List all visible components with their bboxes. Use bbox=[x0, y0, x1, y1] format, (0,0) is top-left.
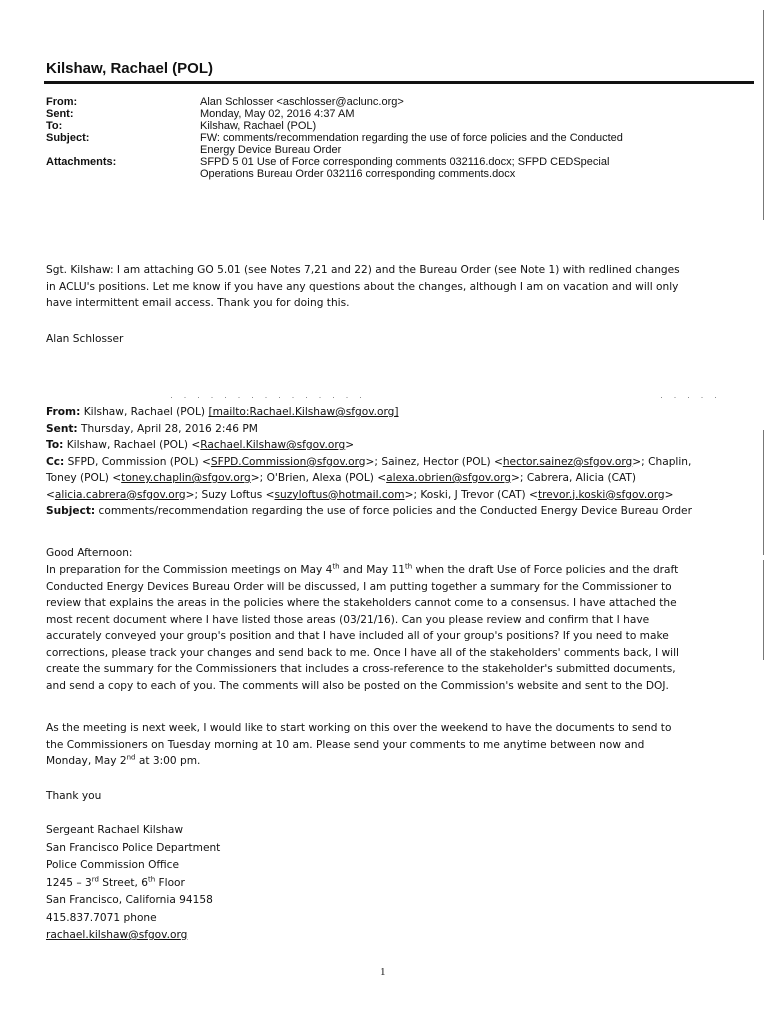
address-text: Street, 6 bbox=[98, 876, 148, 889]
cc-email-link[interactable]: hector.sainez@sfgov.org bbox=[502, 455, 633, 468]
ordinal-suffix: th bbox=[147, 874, 156, 883]
cc-text: >; Chaplin, bbox=[632, 455, 692, 468]
cc-email-link[interactable]: alicia.cabrera@sfgov.org bbox=[54, 488, 186, 501]
email-header bbox=[46, 96, 736, 180]
signature-name: Sergeant Rachael Kilshaw bbox=[46, 824, 184, 836]
cc-text: SFPD, Commission (POL) < bbox=[67, 455, 211, 468]
ordinal-suffix: th bbox=[404, 562, 413, 571]
fwd-cc-row-2 bbox=[46, 470, 726, 487]
cc-email-link[interactable]: toney.chaplin@sfgov.org bbox=[121, 472, 251, 484]
cc-text: >; Sainez, Hector (POL) < bbox=[365, 455, 503, 468]
header-to-row bbox=[46, 120, 736, 132]
paragraph-line: most recent document where I have listed those areas (03/21/16). Can you please review and confirm that I have bbox=[46, 613, 650, 626]
header-subject-value bbox=[200, 132, 736, 156]
header-from-label: From: bbox=[46, 96, 78, 108]
scan-margin-mark bbox=[763, 560, 764, 660]
paragraph-line: create the summary for the Commissioners that includes a cross-reference to the stakeholder's submitted documents, bbox=[46, 663, 676, 675]
ordinal-suffix: th bbox=[332, 562, 340, 571]
signature-address bbox=[46, 875, 726, 893]
paragraph-line: corrections, please track your changes and send back to me. Once I have all of the stakeholders' comments back, I will bbox=[46, 646, 679, 659]
header-subject-label: Subject: bbox=[46, 132, 90, 144]
fwd-to-label: To: bbox=[46, 439, 64, 451]
page-number: 1 bbox=[380, 966, 386, 978]
scan-dots-decoration: · · · · · · · · · · · · · · · bbox=[170, 392, 366, 402]
header-attachments-value[interactable] bbox=[200, 156, 736, 180]
attachment-line2: Operations Bureau Order 032116 corresponding comments.docx bbox=[200, 168, 516, 180]
cc-text: Toney (POL) < bbox=[46, 472, 122, 484]
signature-dept: San Francisco Police Department bbox=[46, 841, 221, 854]
fwd-from-mailto-link[interactable]: [mailto:Rachael.Kilshaw@sfgov.org] bbox=[208, 406, 399, 418]
message2-paragraph1 bbox=[46, 562, 726, 694]
message1-signature: Alan Schlosser bbox=[46, 333, 124, 345]
fwd-to-name: Kilshaw, Rachael (POL) < bbox=[66, 439, 201, 451]
document-title: Kilshaw, Rachael (POL) bbox=[46, 60, 213, 77]
message1-line: have intermittent email access. Thank you for doing this. bbox=[46, 297, 350, 309]
cc-email-link[interactable]: alexa.obrien@sfgov.org bbox=[386, 472, 512, 484]
message1-body bbox=[46, 262, 726, 312]
signature-phone: 415.837.7071 phone bbox=[46, 911, 157, 924]
fwd-from-name: Kilshaw, Rachael (POL) bbox=[83, 406, 206, 418]
paragraph-line bbox=[46, 562, 726, 579]
fwd-cc-row-3 bbox=[46, 487, 726, 504]
paragraph-text: at 3:00 pm. bbox=[135, 755, 201, 767]
header-from-value: Alan Schlosser <aschlosser@aclunc.org> bbox=[200, 96, 404, 108]
message2-thanks: Thank you bbox=[46, 790, 102, 802]
fwd-to-row bbox=[46, 437, 726, 454]
paragraph-text: when the draft Use of Force policies and the draft bbox=[412, 564, 679, 576]
header-to-value: Kilshaw, Rachael (POL) bbox=[200, 120, 317, 132]
message2-greeting: Good Afternoon: bbox=[46, 547, 133, 559]
fwd-subject-row bbox=[46, 503, 726, 520]
message1-line: Sgt. Kilshaw: I am attaching GO 5.01 (see Notes 7,21 and 22) and the Bureau Order (see Note 1) with redlined changes bbox=[46, 264, 680, 276]
cc-text: >; O'Brien, Alexa (POL) < bbox=[250, 472, 387, 484]
ordinal-suffix: nd bbox=[126, 753, 136, 762]
attachment-line1: SFPD 5 01 Use of Force corresponding comments 032116.docx; SFPD CEDSpecial bbox=[200, 156, 610, 168]
fwd-to-end: > bbox=[345, 439, 355, 451]
cc-text: >; Cabrera, Alicia (CAT) bbox=[511, 472, 636, 484]
paragraph-line: Conducted Energy Devices Bureau Order will be discussed, I am putting together a summary for the Commissioner to bbox=[46, 580, 672, 593]
paragraph-text: In preparation for the Commission meetings on May 4 bbox=[46, 564, 333, 576]
fwd-to-email-link[interactable]: Rachael.Kilshaw@sfgov.org bbox=[200, 439, 346, 451]
header-subject-line2: Energy Device Bureau Order bbox=[200, 144, 342, 156]
paragraph-line bbox=[46, 753, 726, 770]
paragraph-text: Monday, May 2 bbox=[46, 755, 127, 767]
cc-email-link[interactable]: SFPD.Commission@sfgov.org bbox=[210, 455, 366, 468]
signature-city: San Francisco, California 94158 bbox=[46, 894, 213, 906]
fwd-cc-row bbox=[46, 454, 726, 471]
scan-dots-decoration: · · · · · bbox=[660, 392, 721, 402]
fwd-subject-label: Subject: bbox=[46, 505, 96, 517]
fwd-subject-value: comments/recommendation regarding the use of force policies and the Conducted Energy Device Bureau Order bbox=[98, 505, 692, 517]
fwd-from-row bbox=[46, 404, 726, 421]
cc-text: > bbox=[664, 488, 674, 501]
cc-text: < bbox=[46, 488, 55, 501]
title-rule bbox=[44, 81, 754, 84]
fwd-sent-row bbox=[46, 421, 726, 438]
signature-email-link[interactable]: rachael.kilshaw@sfgov.org bbox=[46, 929, 188, 941]
header-sent-label: Sent: bbox=[46, 108, 74, 120]
header-to-label: To: bbox=[46, 120, 63, 132]
scan-margin-mark bbox=[763, 430, 764, 555]
cc-text: >; Suzy Loftus < bbox=[185, 488, 275, 501]
cc-email-link[interactable]: suzyloftus@hotmail.com bbox=[274, 488, 405, 501]
address-text: Floor bbox=[155, 876, 185, 889]
fwd-from-label: From: bbox=[46, 406, 81, 418]
forwarded-header bbox=[46, 404, 726, 520]
signature-office: Police Commission Office bbox=[46, 859, 180, 871]
address-text: 1245 – 3 bbox=[46, 876, 92, 889]
cc-text: >; Koski, J Trevor (CAT) < bbox=[404, 488, 538, 501]
header-attachments-label: Attachments: bbox=[46, 156, 117, 168]
fwd-sent-label: Sent: bbox=[46, 422, 78, 435]
fwd-cc-label: Cc: bbox=[46, 455, 65, 468]
header-subject-line1: FW: comments/recommendation regarding the use of force policies and the Conducted bbox=[200, 132, 623, 144]
paragraph-line: review that explains the areas in the policies where the stakeholders cannot come to a consensus. I have attached the bbox=[46, 597, 677, 609]
fwd-sent-value: Thursday, April 28, 2016 2:46 PM bbox=[81, 422, 258, 435]
header-from-row bbox=[46, 96, 736, 108]
message2-paragraph2 bbox=[46, 720, 726, 770]
signature-block bbox=[46, 822, 726, 945]
paragraph-line: and send a copy to each of you. The comments will also be posted on the Commission's website and sent to the DOJ. bbox=[46, 679, 669, 692]
paragraph-line: the Commissioners on Tuesday morning at 10 am. Please send your comments to me anytime between now and bbox=[46, 738, 645, 751]
header-sent-value: Monday, May 02, 2016 4:37 AM bbox=[200, 108, 355, 120]
ordinal-suffix: rd bbox=[91, 874, 99, 883]
message1-line: in ACLU's positions. Let me know if you have any questions about the changes, although I am on vacation and will only bbox=[46, 280, 679, 293]
paragraph-line: accurately conveyed your group's position and that I have included all of your group's positions? If you need to make bbox=[46, 630, 669, 642]
header-sent-row bbox=[46, 108, 736, 120]
header-subject-row bbox=[46, 132, 736, 156]
paragraph-text: and May 11 bbox=[339, 564, 405, 576]
cc-email-link[interactable]: trevor.j.koski@sfgov.org bbox=[537, 488, 665, 501]
header-attachments-row bbox=[46, 156, 736, 180]
paragraph-line: As the meeting is next week, I would like to start working on this over the weekend to have the documents to send to bbox=[46, 722, 672, 734]
scan-margin-mark bbox=[763, 10, 764, 220]
